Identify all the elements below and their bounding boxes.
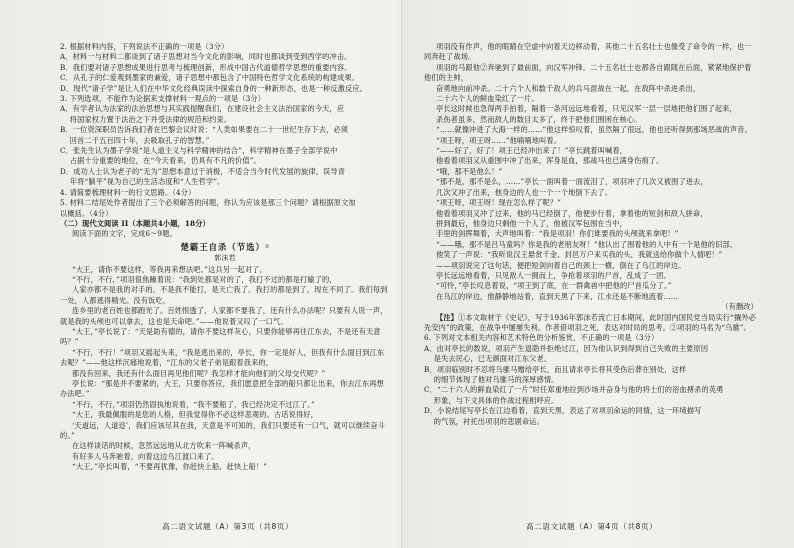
passage-paragraph: 有好多人马奔驰着，向着这边乌江渡口来了。 bbox=[72, 451, 219, 461]
passage-paragraph: ——项羽说完了这句话，便把短剑向着自己的颈上一横，倒在了乌江的岸边。 bbox=[436, 260, 686, 270]
question-line: D．现代“诸子学”是让人们在中华文化经典误读中探索自身的一种新形态，也是一种反激反应。 bbox=[60, 83, 368, 93]
passage-paragraph: “哦，那不是他么！” bbox=[436, 166, 503, 176]
question-line: 年将“躺平”视为自己的生活态度和“人生哲学”。 bbox=[60, 177, 225, 187]
passage-paragraph: 亭长远远地看着，只见敌人一拥而上，争抢着项羽的尸首，乱成了一团。 bbox=[436, 270, 671, 280]
annotation bbox=[424, 313, 758, 334]
passage-paragraph: “大王，”亭长说了：“天是助有德的，请你不要这样灰心，只要你能够再往江东去，不是还有天意吗？” bbox=[60, 326, 381, 347]
passage-paragraph: “大王，”亭长叫着，“不要再犹豫，你赶快上船，赶快上船！” bbox=[72, 462, 268, 472]
question-line: C．从孔子的仁爱观到墨家的兼爱，诸子思想中都包含了中国特色哲学文化系统的构建成果。 bbox=[60, 73, 360, 83]
passage-paragraph: “项王呀，项王呀！现在怎么样了呢？” bbox=[436, 198, 562, 208]
question-line: 以概括。（4分） bbox=[60, 208, 113, 218]
question-line: D．小说结尾写亭长在江边看着，直到天黑，表达了对项羽命运的同情，这一环境描写 bbox=[424, 406, 702, 416]
question-line: C．张先生认为墨子学说“是人道主义与科学精神的结合”，科学精神在墨子全部学说中 bbox=[60, 146, 338, 156]
question-line: A．由对亭长的数说，项羽产生退隐并拒绝过江，因为他认识到得到自己失败的主要原因 bbox=[424, 343, 709, 353]
passage-paragraph: “大王，我最佩服的是您的人格，但我觉得你不必这样悲观的。古话说得好， bbox=[72, 410, 318, 420]
passage-paragraph: 在乌江的岸边，他静静地站着，直到天黑了下来，江水还是不断地流着…… bbox=[436, 291, 679, 301]
question-line: 的气氛，衬托出项羽的悲剧命运。 bbox=[424, 416, 544, 426]
footer-right: 高二语文试题（A）第4页（共8页） bbox=[526, 522, 658, 531]
passage-title: 楚霸王自杀（节选） bbox=[180, 241, 265, 252]
passage-paragraph: “项王呀，项王呀……”他喃喃地叫着。 bbox=[436, 135, 562, 145]
passage-author: 郭沫若 bbox=[214, 254, 236, 263]
passage-paragraph: 几次又冲了出来，他身边的人也一个一个地倒下去了。 bbox=[436, 187, 613, 197]
left-page bbox=[60, 42, 390, 512]
passage-paragraph: 奋勇地向前冲杀。二十六个人和数千敌人的兵马混战在一起，在敌阵中杀进杀出， bbox=[436, 83, 701, 93]
passage-paragraph: 项羽没有作声，他的眼睛在空虚中向着天边移动着，其他二十五名壮士也像受了命令的一样，也一同奔赴了战场。 bbox=[424, 42, 752, 62]
passage-paragraph: 连乡里的老百姓也都跑光了。百姓恨透了，人家都不要我了，还有什么办法呢？只要有人说一声，就是我的头颅也可以拿去，这也是天命吧。”——他说着又叹了一口气。 bbox=[60, 306, 388, 326]
passage-paragraph: 他看着项羽又冲了过来，他的马已经倒了，他便步行着，拿着他的短剑和敌人拼命， bbox=[436, 208, 708, 218]
question-line: B．我们要对诸子思想成果进行思考与梳理创新，形成中国古代道德哲学思想的重要内容。 bbox=[60, 62, 352, 72]
passage-paragraph: 二十六个人的鲜血染红了一片。 bbox=[436, 94, 539, 104]
question-line: 将国家权力置于法治之下并受法律的规范和约束。 bbox=[60, 114, 232, 124]
passage-paragraph: 都没有回来，我还有什么面目再见他们呢？我怎样才能向他们的父母交代呢？” bbox=[72, 368, 326, 378]
passage-paragraph: 手里的剑挥舞着，大声地叫着：“我是项羽！你们谁要我的头颅就来拿吧！” bbox=[436, 229, 679, 239]
question-line: 占据十分重要的地位，在“今天看来，仍具有不凡的价值”。 bbox=[60, 156, 261, 166]
passage-paragraph: “……就像冲进了大海一样的……”他这样惊叹着，虽然隔了很远，他也还听得到那场恶战的声音。 bbox=[436, 125, 752, 135]
question-line: 形象，与下文具体的作战过程相呼应。 bbox=[424, 395, 559, 405]
passage-paragraph: 人家亦都不是我的对手的，不是我不能打，是天亡我了。我打的都是到了，现在不同了。我们每到一处，人都逃得精光。没有饭吃， bbox=[60, 285, 388, 305]
passage-paragraph: 亭长这时候也急得两手拍着，隔着一条河远远地看着，只见汉军一层一层地把他们围了起来， bbox=[436, 104, 737, 114]
annotation-text: ①本文取材于《史记》，写于1936年郭沫若流亡日本期间，此时国内国民党当局实行“攘外必先安内”的政策，在战争中屡屡失利。作者借项羽之死，表达对时局的思考。②项羽的马名为“乌骓”。 bbox=[424, 312, 756, 332]
question-line: 的细节体现了他对乌骓马的深厚感情。 bbox=[424, 375, 559, 384]
annotation-tag: 【注】 bbox=[436, 312, 459, 322]
passage-paragraph: 亭长说：“那是并不要紧的，大王，只要你答应，我们愿意把全部的船只都让出来，你去江东再想办法吧。” bbox=[60, 379, 385, 399]
question-line: 2. 根据材料内容，下列说法不正确的一项是（3分） bbox=[60, 42, 229, 51]
passage-paragraph: “不行，不行！”项羽又摇起头来，“我是逃出来的，亭长，你一定是好人，但我有什么面目到江东去呢？”——他这样沉痛地说着，“江东的父老子弟是跟着我来的， bbox=[60, 347, 385, 368]
question-line: 回首二千五百四十年，去吸取孔子的智慧。” bbox=[60, 135, 210, 145]
question-line: B．一位资深职员告诉我们者在巴黎会议时说：“人类如果要在二十一世纪生存下去，必须 bbox=[60, 125, 349, 135]
left-passage-text bbox=[60, 265, 390, 473]
question-line: 是失去民心，已无颜面对江东父老。 bbox=[424, 354, 552, 364]
passage-paragraph: 他看着项羽又从重围中冲了出来，浑身是血，那战马也已满身伤痕了。 bbox=[436, 156, 664, 166]
question-line: D．成功人士认为老子的“无为”思想本意过于消极，不适合当今时代发展的旋律，误导青 bbox=[60, 166, 346, 176]
question-line: 阅读下面的文字，完成6～9题。 bbox=[72, 229, 177, 239]
passage-paragraph: “不行，不行，”项羽仍然固执地说着，“我不要船了，我已经决定不过江了。” bbox=[72, 399, 315, 409]
passage-paragraph: 杀伤者虽多，然而敌人的数目太多了，终于把他们围困在核心。 bbox=[436, 114, 642, 124]
passage-paragraph: “不行，不行，”项羽很焦躁着说：“我到处都是对的了，我打不过的都是打输了的， bbox=[72, 274, 337, 284]
passage-paragraph: “可怜，”亭长叹息着说，“项王到了底，在一群禽兽中把他的尸首瓜分了。” bbox=[436, 281, 672, 291]
question-line: 3. 下列选项，不能作为论据来支撑材料一观点的一项是（3分） bbox=[60, 94, 266, 104]
footer-left: 高二语文试题（A）第3页（共8页） bbox=[162, 522, 294, 531]
question-line: （二）现代文阅读 II（本题共4小题，18分） bbox=[60, 218, 210, 228]
question-line: 6. 下列对文本相关内容和艺术特色的分析鉴赏，不正确的一项是（3分） bbox=[424, 333, 659, 343]
passage-paragraph: 他笑了一声说：“我听说汉王悬赏千金、封邑万户来买我的头，我就送给你做个人情吧！” bbox=[436, 250, 723, 260]
passage-title-note-mark: ① bbox=[264, 243, 270, 250]
right-passage-text bbox=[424, 42, 758, 302]
passage-heading bbox=[60, 242, 390, 264]
passage-paragraph: 项羽的马跟他②奔驰到了最前面，向汉军冲锋。二十五名壮士也都各自跟随在后面，紧紧地保护着他们的主帅， bbox=[424, 62, 752, 83]
right-page bbox=[424, 42, 758, 512]
right-page-questions bbox=[424, 333, 758, 427]
passage-paragraph: “——哦，那不是吕马童吗？你是我的老朋友呀！”他认出了围着他的人中有一个是他的旧部， bbox=[436, 239, 738, 249]
question-line: A．材料一与材料二都谈到了诸子思想对当今文化的影响，同时也都谈到受到西学的冲击。 bbox=[60, 52, 352, 62]
source-note: （有删改） bbox=[721, 302, 758, 312]
passage-paragraph: 拼到最后，他身边只剩他一个人了，他被汉军包围在当中， bbox=[436, 218, 627, 228]
question-line: 5. 材料二结尾处作者提出了三个必须解答的问题，你认为应该是那三个问题？请根据原文加 bbox=[60, 198, 356, 208]
left-page-questions bbox=[60, 42, 390, 240]
passage-paragraph: “那不是，那不是么，……”亭长一面叫着一面流泪了，项羽冲了几次又被围了进去， bbox=[436, 177, 708, 187]
page-fold bbox=[401, 0, 403, 548]
passage-paragraph: ‘天道远，人道迩’，我们应该尽其在我，天意是不可知的，我们只要还有一口气，就可以继续奋斗的。” bbox=[60, 420, 386, 441]
passage-paragraph: “——好了，好了！项王已经冲出来了！”亭长跳着叫喊着， bbox=[436, 146, 628, 156]
question-line: A．有学者认为法家的法治思想与其实践提醒我们，在建设社会主义法治国家的今天，应 bbox=[60, 104, 345, 114]
question-line: C．“二十六人的鲜血染红了一片”时任郑重地拉到沙场并奋身与他的将士们的浴血搏杀的英勇 bbox=[424, 385, 724, 395]
question-line: B．项羽临别时不忍将乌骓马赠给亭长，而且请求亭长将其受伤后葬在别处，这样 bbox=[424, 364, 687, 374]
passage-paragraph: “大王，请你不要这样，等我再来想法吧。”这兵另一起对了。 bbox=[72, 264, 267, 274]
question-line: 4. 请简要梳理材料一的行文思路。（4分） bbox=[60, 187, 196, 197]
passage-paragraph: 在这样谈话的时候，忽然远远地从北方吹来一阵喊杀声， bbox=[72, 441, 256, 451]
